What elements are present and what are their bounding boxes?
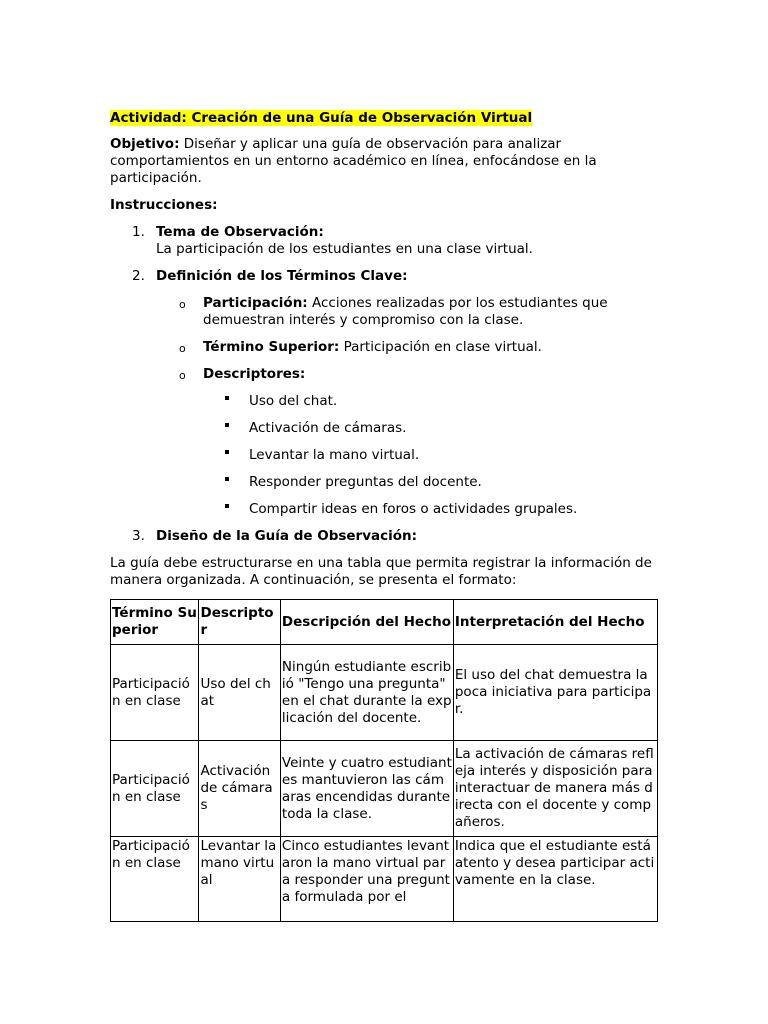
square-bullet bbox=[225, 396, 229, 400]
header-descriptor: Descriptor bbox=[199, 600, 280, 645]
descriptor-item bbox=[110, 420, 658, 437]
square-bullet bbox=[225, 423, 229, 427]
descriptor-item bbox=[110, 501, 658, 518]
bullet: o bbox=[179, 298, 186, 311]
bullet: o bbox=[179, 369, 186, 382]
square-bullet bbox=[225, 477, 229, 481]
step-number: 3. bbox=[132, 528, 145, 544]
table-row bbox=[111, 645, 658, 741]
term-label: Participación: bbox=[203, 295, 308, 311]
document-page bbox=[110, 110, 658, 922]
table-cell: Activación de cámaras bbox=[199, 741, 280, 837]
objective-paragraph bbox=[110, 136, 658, 187]
term-label: Descriptores: bbox=[203, 366, 306, 382]
step-text: La participación de los estudiantes en una clase virtual. bbox=[156, 241, 533, 257]
step-3 bbox=[110, 528, 658, 545]
descriptor-item bbox=[110, 393, 658, 410]
table-cell: Cinco estudiantes levantaron la mano virtual para responder una pregunta formulada por el bbox=[280, 837, 453, 922]
table-cell: Indica que el estudiante está atento y desea participar activamente en la clase. bbox=[453, 837, 657, 922]
bullet: o bbox=[179, 342, 186, 355]
square-bullet bbox=[225, 450, 229, 454]
objective-text: Diseñar y aplicar una guía de observación para analizar comportamientos en un entorno académico en línea, enfocándose en la participación. bbox=[110, 136, 597, 186]
table-intro: La guía debe estructurarse en una tabla que permita registrar la información de manera organizada. A continuación, se presenta el formato: bbox=[110, 555, 652, 588]
step-number: 2. bbox=[132, 268, 145, 284]
descriptor-text: Compartir ideas en foros o actividades grupales. bbox=[249, 501, 578, 517]
table-header-row bbox=[111, 600, 658, 645]
table-cell: Veinte y cuatro estudiantes mantuvieron las cámaras encendidas durante toda la clase. bbox=[280, 741, 453, 837]
descriptor-text: Responder preguntas del docente. bbox=[249, 474, 482, 490]
descriptor-item bbox=[110, 474, 658, 491]
title-line bbox=[110, 110, 658, 127]
term-termino-superior bbox=[110, 339, 658, 356]
descriptor-item bbox=[110, 447, 658, 464]
table-row bbox=[111, 741, 658, 837]
term-text: Acciones realizadas por los estudiantes que demuestran interés y compromiso con la clase. bbox=[203, 295, 608, 328]
term-participacion bbox=[110, 295, 658, 329]
table-cell: Participación en clase bbox=[111, 645, 199, 741]
step-2 bbox=[110, 268, 658, 285]
header-descripcion: Descripción del Hecho bbox=[280, 600, 453, 645]
table-cell: Ningún estudiante escribió "Tengo una pregunta" en el chat durante la explicación del docente. bbox=[280, 645, 453, 741]
table-cell: Uso del chat bbox=[199, 645, 280, 741]
term-text: Participación en clase virtual. bbox=[339, 339, 542, 355]
instructions-heading: Instrucciones: bbox=[110, 197, 218, 213]
table-cell: El uso del chat demuestra la poca iniciativa para participar. bbox=[453, 645, 657, 741]
table-cell: Participación en clase bbox=[111, 741, 199, 837]
table-cell: Participación en clase bbox=[111, 837, 199, 922]
descriptor-text: Levantar la mano virtual. bbox=[249, 447, 420, 463]
header-termino-superior: Término Superior bbox=[111, 600, 199, 645]
objective-label: Objetivo: bbox=[110, 136, 180, 152]
descriptor-text: Activación de cámaras. bbox=[249, 420, 407, 436]
observation-table bbox=[110, 599, 658, 922]
document-title: Actividad: Creación de una Guía de Observación Virtual bbox=[110, 110, 533, 126]
table-row bbox=[111, 837, 658, 922]
step-title: Definición de los Términos Clave: bbox=[156, 268, 408, 284]
table-cell: Levantar la mano virtual bbox=[199, 837, 280, 922]
step-1 bbox=[110, 224, 658, 258]
term-label: Término Superior: bbox=[203, 339, 340, 355]
term-descriptores bbox=[110, 366, 658, 383]
step-number: 1. bbox=[132, 224, 145, 240]
descriptor-text: Uso del chat. bbox=[249, 393, 338, 409]
step-title: Diseño de la Guía de Observación: bbox=[156, 528, 418, 544]
step-title: Tema de Observación: bbox=[156, 224, 324, 240]
square-bullet bbox=[225, 504, 229, 508]
header-interpretacion: Interpretación del Hecho bbox=[453, 600, 657, 645]
table-cell: La activación de cámaras refleja interés y disposición para interactuar de manera más directa con el docente y compañeros. bbox=[453, 741, 657, 837]
